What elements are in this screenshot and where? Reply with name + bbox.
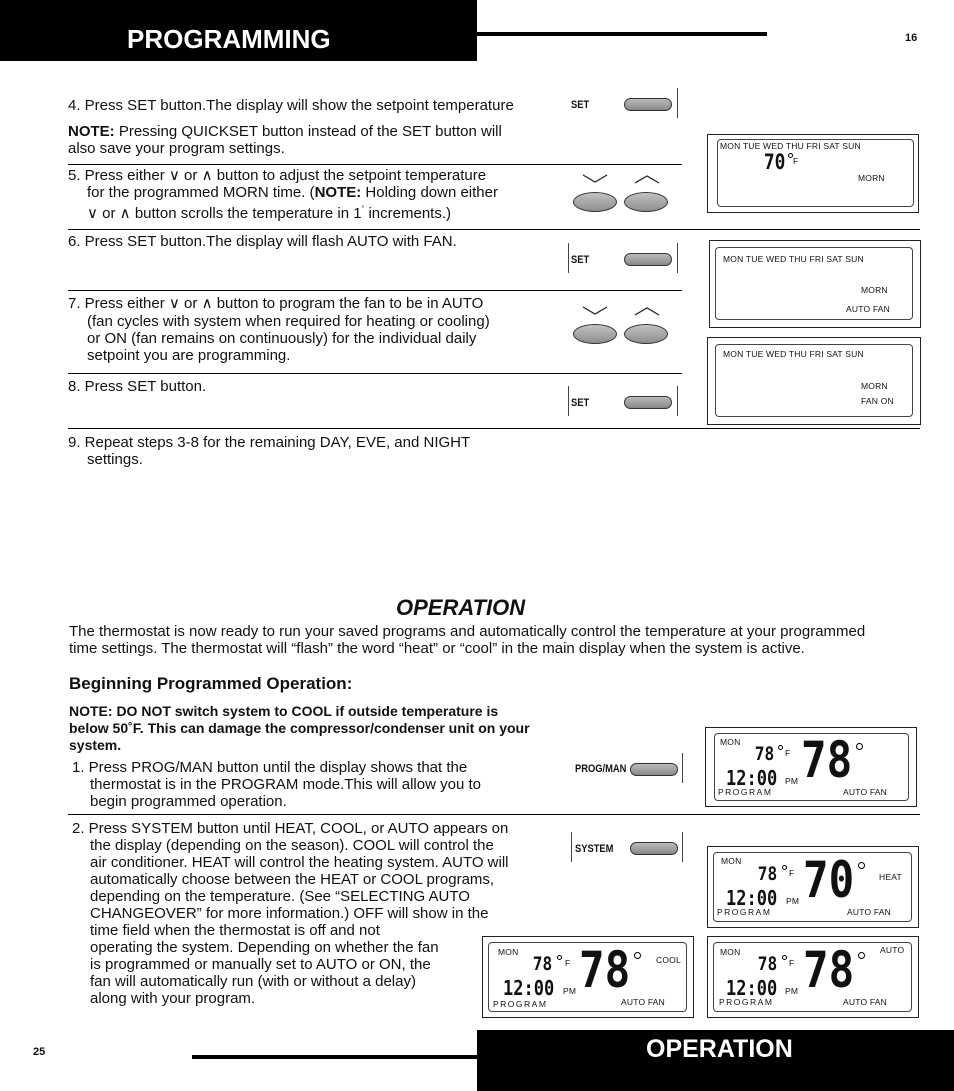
note-label: NOTE: [68,123,115,140]
up-button[interactable] [624,324,668,344]
lcd-heat: HEAT [879,872,902,882]
lcd-program-mode [705,727,917,807]
up-button[interactable] [624,192,668,212]
lcd-days: MON TUE WED THU FRI SAT SUN [723,349,864,359]
degree-icon [858,862,865,869]
top-header-title: PROGRAMMING [127,24,331,54]
op-step2-line5: depending on the temperature. (See “SELECTING AUTO [90,888,470,905]
op-step2-line8: operating the system. Depending on whether the fan [90,939,439,956]
up-arrow-icon: ∧ [201,167,213,184]
step-5-line3 [87,201,451,222]
separator [682,753,683,783]
note-4-line2: also save your program settings. [68,140,285,157]
degree-icon [858,952,865,959]
op-step2-line10: fan will automatically run (with or without a delay) [90,973,416,990]
operation-intro-line1: The thermostat is now ready to run your saved programs and automatically control the temperature at your programmed [69,623,866,640]
warning-line1: NOTE: DO NOT switch system to COOL if outside temperature is [69,703,499,719]
lcd-time: 12:00 [726,976,778,1000]
lcd-days: MON TUE WED THU FRI SAT SUN [723,254,864,264]
degree-icon [634,952,641,959]
lcd-program: PROGRAM [717,907,772,917]
lcd-pm: PM [785,776,799,786]
step-7-text-2: button to program the fan to be in AUTO [216,295,484,312]
step-5-line1 [68,167,486,184]
lcd-room-temp: 78 [803,941,855,999]
op-step2-line11: along with your program. [90,990,256,1007]
up-arrow-icon: ∧ [201,295,213,312]
degree-icon [557,955,562,960]
separator [677,243,678,273]
set-label-1: SET [571,99,590,111]
step-7-line2: (fan cycles with system when required for heating or cooling) [87,313,490,330]
divider [68,373,682,374]
lcd-mon: MON [720,737,741,747]
divider [68,290,682,291]
lcd-setpoint: 78 [532,953,553,975]
step-7-line1 [68,295,483,312]
lcd-f: F [565,958,571,968]
separator [677,88,678,118]
step-5-l3a: or [102,205,116,222]
lcd-time: 12:00 [726,886,778,910]
operation-heading: OPERATION [396,595,526,620]
operation-intro-line2: time settings. The thermostat will “flash” the word “heat” or “cool” in the main display when the system is active. [69,640,805,657]
step-5-text: 5. Press either [68,167,165,184]
divider [68,428,920,429]
lcd-time: 12:00 [503,976,555,1000]
separator [568,243,569,273]
op-step2-line4: automatically choose between the HEAT or COOL programs, [90,871,495,888]
separator [677,386,678,416]
subheading: Beginning Programmed Operation: [69,674,353,693]
op-step2-line9: is programmed or manually set to AUTO or ON, the [90,956,431,973]
note-4 [68,123,502,140]
lcd-cool-mode [482,936,694,1018]
lcd-auto-fan: AUTO FAN [843,787,887,797]
step-5-l3c: increments.) [368,205,451,222]
progman-button[interactable] [630,763,678,776]
lcd-heat-mode [707,846,919,928]
lcd-cool: COOL [656,955,681,965]
op-step1-line1: 1. Press PROG/MAN button until the display shows that the [72,759,468,776]
lcd-f: F [789,958,795,968]
lcd-time: 12:00 [726,766,778,790]
lcd-days: MON TUE WED THU FRI SAT SUN [720,141,861,151]
op-step2-line1: 2. Press SYSTEM button until HEAT, COOL, or AUTO appears on [72,820,509,837]
lcd-setpoint: 78 [757,863,778,885]
lcd-program: PROGRAM [719,997,774,1007]
lcd-mon: MON [498,947,519,957]
down-button[interactable] [573,324,617,344]
lcd-auto-mode [707,936,919,1018]
step-9-line2: settings. [87,451,143,468]
lcd-program: PROGRAM [718,787,773,797]
lcd-f: F [789,868,795,878]
bottom-header-title: OPERATION [646,1035,793,1063]
lcd-pm: PM [563,986,577,996]
bottom-page-number: 25 [33,1046,46,1058]
lcd-auto-fan: AUTO FAN [847,907,891,917]
step-5-text-2: button to adjust the setpoint temperature [216,167,487,184]
step-5-l2b: Holding down either [365,184,498,201]
degree-mark: ˚ [361,205,365,214]
lcd-room-temp: 78 [801,731,853,789]
lcd-room-temp: 78 [579,941,631,999]
step-7-text: 7. Press either [68,295,165,312]
lcd-pm: PM [785,986,799,996]
lcd-display-auto-fan [709,240,921,328]
lcd-display-morn-setpoint [707,134,919,213]
lcd-morn: MORN [861,285,888,295]
set-label-3: SET [571,397,590,409]
lcd-program: PROGRAM [493,999,548,1009]
divider [68,229,920,230]
lcd-morn: MORN [858,173,885,183]
chevron-up-icon [634,306,660,316]
op-step2-line7: time field when the thermostat is off and not [90,922,380,939]
step-5-l3b: button scrolls the temperature in 1 [134,205,362,222]
lcd-auto-fan: AUTO FAN [621,997,665,1007]
down-arrow-icon: ∨ [168,295,180,312]
separator [682,832,683,862]
lcd-setpoint: 78 [754,743,775,765]
degree-icon [782,955,787,960]
op-step1-line2: thermostat is in the PROGRAM mode.This will allow you to [90,776,481,793]
set-button-2[interactable] [624,253,672,266]
step-7-line4: setpoint you are programming. [87,347,291,364]
step-6: 6. Press SET button.The display will flash AUTO with FAN. [68,233,457,250]
set-button-1[interactable] [624,98,672,111]
down-arrow-icon: ∨ [87,205,98,222]
step-7-or: or [184,295,198,312]
top-page-number: 16 [905,32,918,44]
lcd-pm: PM [786,896,800,906]
down-arrow-icon: ∨ [168,167,180,184]
chevron-down-icon [582,306,608,316]
step-5-or: or [184,167,198,184]
step-7-line3: or ON (fan remains on continuously) for the individual daily [87,330,477,347]
degree-icon [782,865,787,870]
lcd-mon: MON [721,856,742,866]
note-4-line1: Pressing QUICKSET button instead of the SET button will [118,123,502,140]
down-button[interactable] [573,192,617,212]
step-8: 8. Press SET button. [68,378,207,395]
step-9-line1: 9. Repeat steps 3-8 for the remaining DAY, EVE, and NIGHT [68,434,471,451]
set-button-3[interactable] [624,396,672,409]
divider [68,164,682,165]
step-5-l2a: for the programmed MORN time. ( [87,184,315,201]
lcd-auto: AUTO [880,945,905,955]
degree-icon [778,745,783,750]
step-5-note: NOTE: [314,184,362,201]
chevron-up-icon [634,174,660,184]
separator [568,386,569,416]
bottom-header-rule [192,1055,478,1059]
set-label-2: SET [571,254,590,266]
lcd-auto-fan: AUTO FAN [846,304,890,314]
divider [68,814,920,815]
lcd-temp: 70 [763,150,786,174]
lcd-setpoint: 78 [757,953,778,975]
degree-icon [856,743,863,750]
progman-label: PROG/MAN [575,763,627,775]
op-step1-line3: begin programmed operation. [90,793,287,810]
lcd-display-fan-on [707,337,921,425]
separator [571,832,572,862]
chevron-down-icon [582,174,608,184]
top-header-rule [477,32,767,36]
lcd-fan-on: FAN ON [861,396,894,406]
lcd-f: F [785,748,791,758]
lcd-mon: MON [720,947,741,957]
system-button[interactable] [630,842,678,855]
lcd-room-temp: 70 [803,851,855,909]
op-step2-line6: CHANGEOVER” for more information.) OFF will show in the [90,905,489,922]
lcd-f: F [793,156,799,166]
system-label: SYSTEM [575,843,614,855]
warning-line2: below 50˚F. This can damage the compressor/condenser unit on your [69,720,530,736]
lcd-morn: MORN [861,381,888,391]
up-arrow-icon: ∧ [119,205,131,222]
step-5-line2 [87,184,498,201]
warning-line3: system. [69,737,122,753]
lcd-auto-fan: AUTO FAN [843,997,887,1007]
step-4: 4. Press SET button.The display will show the setpoint temperature [68,97,514,114]
op-step2-line3: air conditioner. HEAT will control the heating system. AUTO will [90,854,509,871]
op-step2-line2: the display (depending on the season). COOL will control the [90,837,494,854]
